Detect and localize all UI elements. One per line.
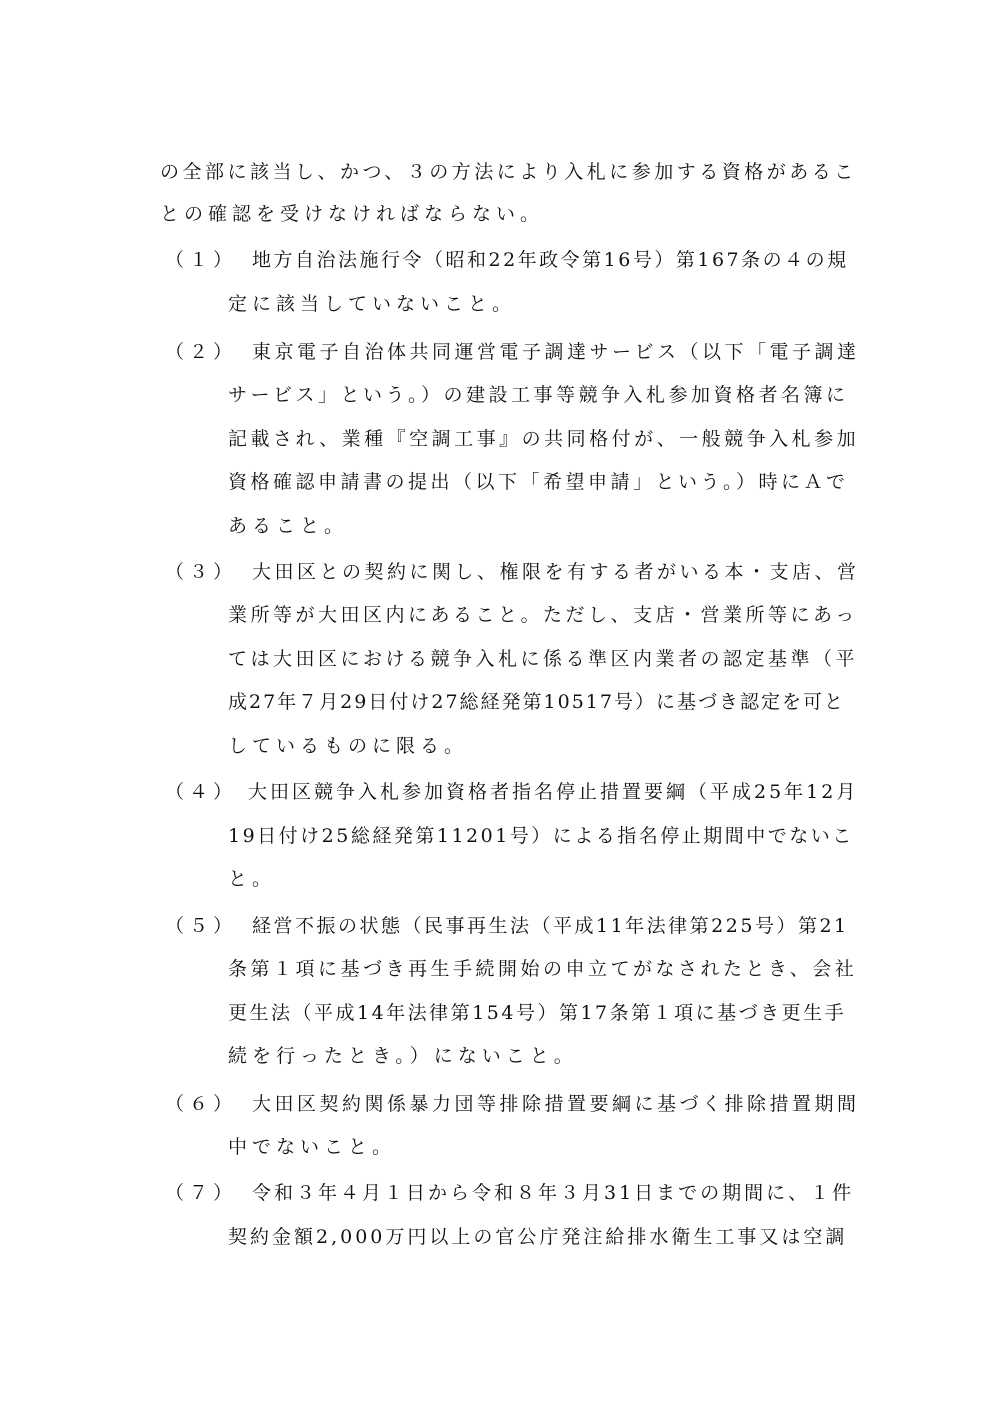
- item-3-marker: （３）: [165, 561, 238, 583]
- item-3-line-2: 業所等が大田区内にあること。ただし、支店・営業所等にあっ: [228, 604, 858, 626]
- intro-line-2: との確認を受けなければならない。: [160, 203, 545, 225]
- item-4-line-2: 19日付け25総経発第11201号）による指名停止期間中でないこ: [228, 825, 854, 847]
- item-2-marker: （２）: [165, 341, 238, 363]
- item-7-line-1: 令和３年４月１日から令和８年３月31日までの期間に、１件: [252, 1182, 855, 1204]
- item-5-line-1: 経営不振の状態（民事再生法（平成11年法律第225号）第21: [252, 915, 849, 937]
- item-5-marker: （５）: [165, 915, 238, 937]
- item-1-marker: （１）: [165, 249, 238, 271]
- item-2-line-2: サービス」という。）の建設工事等競争入札参加資格者名簿に: [228, 384, 849, 406]
- item-3-line-1: 大田区との契約に関し、権限を有する者がいる本・支店、営: [252, 561, 860, 583]
- item-1-line-2: 定に該当していないこと。: [228, 293, 517, 315]
- item-6-line-1: 大田区契約関係暴力団等排除措置要綱に基づく排除措置期間: [252, 1093, 860, 1115]
- item-3-line-5: しているものに限る。: [228, 735, 469, 757]
- item-5-line-2: 条第１項に基づき再生手続開始の申立てがなされたとき、会社: [228, 958, 858, 980]
- item-6-line-2: 中でないこと。: [228, 1136, 397, 1158]
- item-4-marker: （４）: [165, 781, 238, 803]
- item-2-line-5: あること。: [228, 515, 349, 537]
- item-2-line-1: 東京電子自治体共同運営電子調達サービス（以下「電子調達: [252, 341, 860, 363]
- item-5-line-3: 更生法（平成14年法律第154号）第17条第１項に基づき更生手: [228, 1002, 847, 1024]
- item-3-line-4: 成27年７月29日付け27総経発第10517号）に基づき認定を可と: [228, 691, 845, 713]
- item-7-marker: （７）: [165, 1182, 238, 1204]
- item-5-line-4: 続を行ったとき。）にないこと。: [228, 1045, 578, 1067]
- item-4-line-1: 大田区競争入札参加資格者指名停止措置要綱（平成25年12月: [248, 781, 859, 803]
- item-2-line-4: 資格確認申請書の提出（以下「希望申請」という。）時にＡで: [228, 471, 849, 493]
- intro-line-1: の全部に該当し、かつ、３の方法により入札に参加する資格があるこ: [160, 161, 857, 183]
- item-4-line-3: と。: [228, 868, 277, 890]
- item-3-line-3: ては大田区における競争入札に係る準区内業者の認定基準（平: [228, 648, 859, 670]
- item-7-line-2: 契約金額2,000万円以上の官公庁発注給排水衛生工事又は空調: [228, 1226, 848, 1248]
- item-6-marker: （６）: [165, 1093, 238, 1115]
- item-2-line-3: 記載され、業種『空調工事』の共同格付が、一般競争入札参加: [228, 428, 860, 450]
- item-1-line-1: 地方自治法施行令（昭和22年政令第16号）第167条の４の規: [252, 249, 849, 271]
